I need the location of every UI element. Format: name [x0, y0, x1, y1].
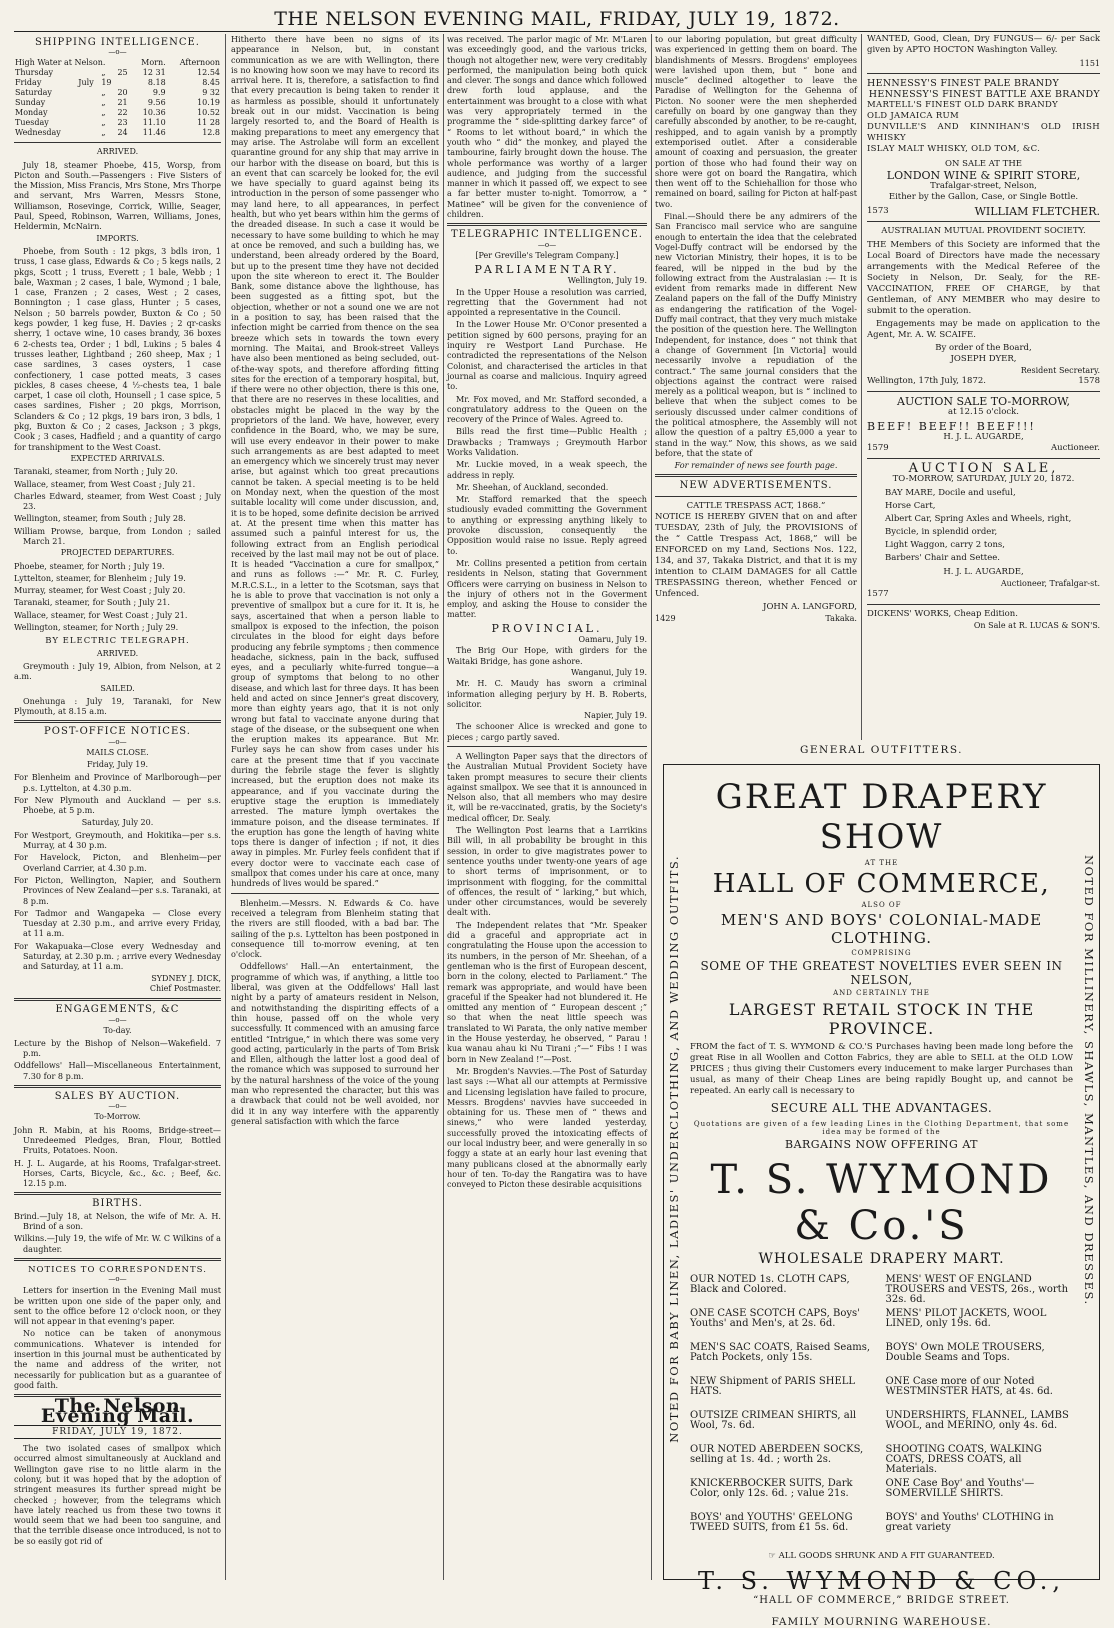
arrived-text: July 18, steamer Phoebe, 415, Worsp, from Picton and South.—Passengers : Five Sisters of the Mission, Miss Francis, Mrs Stone, Mrs Thorpe and servant, Mrs Warren, Messrs Stone, Williamson, Rosevinge, Corrick, Willie, Seager, Paul, Speed, Robinson, Warren, Williams, Jones, Heldermin, McNairn.	[14, 159, 221, 232]
bargain-item	[690, 1377, 878, 1407]
comprising: COMPRISING	[851, 949, 912, 957]
tide-cell	[77, 118, 100, 128]
parliamentary-item: Mr. Sheehan, of Auckland, seconded.	[456, 481, 609, 492]
tide-cell	[77, 108, 100, 118]
imports-heading: IMPORTS.	[96, 233, 139, 243]
engagement-item: Oddfellows' Hall—Miscellaneous Entertainment, 7.30 for 8 p.m.	[14, 1060, 221, 1081]
mail-close-item: For Havelock, Picton, and Blenheim—per Overland Carrier, at 4.30 p.m.	[14, 852, 221, 873]
tide-cell: 9.56	[147, 98, 166, 108]
provincial-heading: PROVINCIAL.	[491, 621, 603, 635]
bargain-grid	[690, 1275, 1073, 1543]
bargain-item	[886, 1411, 1074, 1441]
expected-arrival: Wellington, steamer, from South ; July 28.	[14, 513, 186, 524]
births-heading: BIRTHS.	[92, 1198, 143, 1210]
column-5	[867, 34, 1100, 740]
auction-time: at 12.15 o'clock.	[948, 407, 1019, 417]
bargain-item	[886, 1445, 1074, 1475]
spirit-item: MARTELL'S FINEST OLD DARK BRANDY	[867, 100, 1058, 110]
divider	[14, 142, 221, 143]
divider	[14, 1258, 221, 1261]
bargain-item	[886, 1479, 1074, 1509]
guarantee-text: ALL GOODS SHRUNK AND A FIT GUARANTEED.	[778, 1551, 995, 1561]
auctioneer-name: H. J. L. AUGARDE,	[943, 567, 1024, 577]
tide-cell: 12.54	[197, 68, 220, 78]
ornament-separator: —o—	[537, 240, 557, 249]
post-office-heading: POST-OFFICE NOTICES.	[44, 726, 191, 738]
bargain-text: SHOOTING COATS, WALKING COATS, DRESS COATS, all Materials.	[885, 1444, 1042, 1475]
tel-sailed-text: Onehunga : July 19, Taranaki, for New Plymouth, at 8.15 a.m.	[14, 695, 221, 717]
news-paragraph: The Independent relates that “Mr. Speaker did a graceful and appropriate act in congratulating the House upon the accession to its numbers, in the person of Mr. Sheehan, of a gentleman who is the first of European descent, born in the colony, elected to Parliament.” The remark was appropriate, and would have been graceful if the Speaker had not blundered it. He omitted any mention of “ European descent ;” so that when the neat little speech was translated to Wi Parata, the only native member in the House yesterday, he observed, “ Parau ! kua wanau ahau ki Nu Tirani ;”—“ Fibs ! I was born in New Zealand !”—Post.	[447, 919, 647, 1064]
tide-cell: „	[101, 118, 106, 128]
bargain-text: KNICKERBOCKER SUITS, Dark Color, only 12s. 6d. ; value 21s.	[690, 1478, 853, 1499]
ornament-separator: —o—	[108, 1015, 127, 1024]
auction-item: Light Waggon, carry 2 tons,	[885, 540, 1005, 550]
amp-notice-2: Engagements may be made on application to the Agent, Mr. A. W. SCAIFE.	[867, 319, 1100, 340]
divider	[655, 474, 857, 477]
drapery-advert	[663, 764, 1100, 1628]
engagements-heading: ENGAGEMENTS, &C	[55, 1004, 180, 1016]
auction-heading: AUCTION SALE TO-MORROW,	[897, 395, 1070, 408]
oddfellows-paragraph: Oddfellows' Hall.—An entertainment, the programme of which was, if anything, a little too liberal, was given at the Oddfellows' Hall last night by a party of amateurs resident in Nelson, and notwithstanding the dispiriting effects of a thin house, passed off on the whole very successfully. It commenced with an amusing farce entitled “Intrigue,” in which there was some very good acting, particularly in the parts of Tom Brisk and Ellen, although the latter lost a good deal of the romance which was supposed to surround her by the natural harshness of the voice of the young man who represented the character, but this was a drawback that could not be well avoided, nor did it in any way interfere with the apparently general satisfaction with which the farce	[231, 961, 439, 1126]
tide-cell: 9 32	[202, 88, 220, 98]
drapery-title: GREAT DRAPERY SHOW	[715, 777, 1048, 857]
news-paragraph: The Wellington Post learns that a Larrikins Bill will, in all probability be brought in this session, in order to give magistrates power to sentence youths under twenty-one years of age to short terms of imprisonment, or to imprisonment with flogging, for the committal of offences, the result of “ larking,” but which, under other circumstances, would be severely dealt with.	[447, 825, 647, 918]
auction-item: Barbers' Chair and Settee.	[885, 553, 1000, 563]
bargain-item	[886, 1309, 1074, 1339]
divider	[14, 1192, 221, 1195]
correspondent-notice: Letters for insertion in the Evening Mail must be written upon one side of the paper only, and sent to the office before 12 o'clock noon, or they will not appear in that evening's paper.	[14, 1285, 221, 1327]
tide-cell: 11.46	[142, 128, 166, 138]
tel-sailed-heading: SAILED.	[100, 683, 135, 693]
mail-close-item: For Picton, Wellington, Napier, and Southern Provinces of New Zealand—per s.s. Taranaki, at 8 p.m.	[14, 875, 221, 906]
notices-heading: NOTICES TO CORRESPONDENTS.	[28, 1264, 207, 1275]
tide-cell: Friday	[15, 78, 42, 88]
bargain-item	[690, 1343, 878, 1373]
store-terms: Either by the Gallon, Case, or Single Bottle.	[888, 192, 1079, 202]
tide-cell: Wednesday	[15, 128, 61, 138]
wymond-company: T. S. WYMOND & CO.,	[697, 1567, 1066, 1595]
guarantee-line	[690, 1551, 1073, 1561]
mens-clothing: MEN'S AND BOYS' COLONIAL-MADE CLOTHING.	[720, 911, 1043, 947]
dickens-ad: DICKENS' WORKS, Cheap Edition.	[867, 609, 1018, 619]
spirit-item: ISLAY MALT WHISKY, OLD TOM, &C.	[867, 144, 1041, 154]
parliamentary-item: Mr. Collins presented a petition from certain residents in Nelson, stating that Government Officers were carrying on business in Nelson to the injury of others not in the Goverment employ, and asking the House to consider the matter.	[447, 557, 647, 620]
projected-departure: Phoebe, steamer, for North ; July 19.	[14, 560, 165, 571]
tide-header-row	[14, 58, 221, 68]
auctioneer-name: H. J. L. AUGARDE,	[943, 432, 1024, 442]
auction-sale-heading: AUCTION SALE,	[908, 461, 1059, 476]
parliamentary-list	[447, 287, 647, 620]
tide-row	[14, 88, 221, 98]
cattle-signature: JOHN A. LANGFORD,	[763, 601, 857, 612]
bargain-text: ONE Case Boy' and Youths'— SOMERVILLE SHIRTS.	[885, 1478, 1035, 1499]
postmaster-signature: SYDNEY J. DICK,	[151, 973, 221, 983]
tide-row	[14, 98, 221, 108]
post-friday-list	[14, 772, 221, 815]
parliamentary-item: Mr. Fox moved, and Mr. Stafford seconded, a congratulatory address to the Queen on the recovery of the Prince of Wales. Agreed to.	[447, 393, 647, 425]
saturday-heading: Saturday, July 20.	[81, 817, 154, 827]
tide-cell: 25	[117, 68, 128, 78]
tide-cell	[77, 98, 100, 108]
sales-heading: SALES BY AUCTION.	[54, 1091, 181, 1103]
column-4	[655, 34, 857, 738]
divider	[867, 73, 1100, 74]
auctioneer-role: Auctioneer, Trafalgar-st.	[1000, 579, 1100, 588]
parliamentary-item: Mr. Stafford remarked that the speech studiously evaded committing the Government to anything or expressing anything likely to provoke discussion, consequently the Opposition would raise no issue. Reply agreed to.	[447, 494, 647, 556]
ad-number: 1577	[867, 589, 889, 599]
bargain-item	[690, 1513, 878, 1543]
fletcher-line	[867, 206, 1100, 217]
parliamentary-heading: PARLIAMENTARY.	[474, 262, 620, 276]
at-the: AT THE	[864, 859, 899, 867]
bargain-item	[690, 1275, 878, 1305]
provincial-dateline: Wanganui, July 19.	[571, 667, 647, 677]
divider	[867, 604, 1100, 605]
provincial-text: Mr. H. C. Maudy has sworn a criminal information alleging perjury by H. B. Roberts, solicitor.	[447, 678, 647, 709]
tide-cell: 11 28	[197, 118, 220, 128]
side-text-right: NOTED FOR MILLINERY, SHAWLS, MANTLES, AND DRESSES.	[1082, 855, 1096, 1306]
bargain-text: ONE CASE SCOTCH CAPS, Boys' Youths' and Men's, at 2s. 6d.	[690, 1308, 860, 1329]
parliamentary-item: In the Upper House a resolution was carried, regretting that the Government had not appointed a representative in the Council.	[447, 286, 647, 318]
spirit-item: DUNVILLE'S AND KINNIHAN'S OLD IRISH WHISKY	[867, 122, 1100, 143]
pointing-hand-icon: ☞	[768, 1551, 779, 1561]
tide-cell: „	[101, 98, 106, 108]
tomorrow-heading: To-Morrow.	[94, 1112, 141, 1122]
amp-signature: JOSEPH DYER,	[950, 354, 1017, 364]
auction-items	[867, 488, 1100, 564]
tide-cell: 8.18	[147, 78, 166, 88]
tide-cell: „	[101, 108, 106, 118]
tide-cell: 9.9	[152, 88, 166, 98]
final-paragraph: Final.—Should there be any admirers of the San Francisco mail service who are sanguine enough to entertain the idea that the celebrated Vogel-Duffy contract will be endorsed by the new Victorian Ministry, their hopes, it is to be feared, will be nipped in the bud by the following extract from the Australasian :— It is evident from remarks made in different New Zealand papers on the fall of the Duffy Ministry as endangering the ratification of the Vogel-Duffy mail contract, that they very much mistake the position of the question here. The Wellington Independent, for instance, does “ not think that a change of Government [in Victoria] would necessarily involve a repudiation of the contract.” The same journal considers that the objections against the contract were raised merely as a political weapon, but is “ inclined to believe that when the subject comes to be seriously discussed under calmer conditions of the political atmosphere, the Assembly will not allow the question of a paltry £5,000 a year to stand in the way.” Now, this shows, as we said before, that the state of	[655, 211, 857, 458]
divider	[655, 496, 857, 497]
drapery-body: FROM the fact of T. S. WYMOND & CO.'S Purchases having been made long before the great Rise in all Woollen and Cotton Fabrics, they are able to SELL at the OLD LOW PRICES ; thus giving their Customers every inducement to make larger Purchases than usual, as many of their Cheap Lines are being rapidly Bought up, and cannot be repeated. An early call is necessary to	[690, 1042, 1073, 1096]
tide-cell: 24	[117, 128, 128, 138]
mourning-warehouse: FAMILY MOURNING WAREHOUSE.	[771, 1616, 992, 1628]
tide-cell: 20	[117, 88, 128, 98]
today-heading: To-day.	[103, 1025, 132, 1035]
bargain-text: MEN'S SAC COATS, Raised Seams, Patch Pockets, only 15s.	[690, 1342, 871, 1363]
projected-list	[14, 561, 221, 633]
bargain-text: UNDERSHIRTS, FLANNEL, LAMBS WOOL, and MERINO, only 4s. 6d.	[885, 1410, 1069, 1431]
amp-date: Wellington, 17th July, 1872.	[867, 376, 986, 386]
tide-row	[14, 118, 221, 128]
bargain-text: OUTSIZE CRIMEAN SHIRTS, all Wool, 7s. 6d.	[690, 1410, 857, 1431]
projected-departure: Taranaki, steamer, for South ; July 21.	[14, 597, 170, 608]
tide-cell	[77, 88, 100, 98]
oddfellows-continued: was received. The parlor magic of Mr. M'Laren was exceedingly good, and the various tricks, though not altogether new, were very creditably performed, the manipulation being both quick and clever. The songs and dance which followed drew forth loud applause, and the entertainment was brought to a close with what was very appropriately termed in the programme the “ side-splitting darkey farce” of “ Rooms to let without board,” in which the youth who “ did” the monkey, and played the tambourine, fairly brought down the house. The whole performance was worthy of a larger audience, and judging from the successful manner in which it passed off, we expect to see a far better muster to-night. Tomorrow, a “ Matinee” will be given for the convenience of children.	[447, 34, 647, 220]
bargain-text: BOYS' Own MOLE TROUSERS, Double Seams and Tops.	[885, 1342, 1045, 1363]
cattle-heading: CATTLE TRESPASS ACT, 1868.”	[686, 500, 826, 511]
tide-cell: 21	[117, 98, 128, 108]
bargains-line: BARGAINS NOW OFFERING AT	[784, 1138, 979, 1151]
postmaster-title: Chief Postmaster.	[149, 983, 221, 993]
fletcher-name: WILLIAM FLETCHER.	[974, 205, 1100, 218]
sale-item: John R. Mabin, at his Rooms, Bridge-street—Unredeemed Pledges, Bran, Flour, Bottled Fruits, Potatoes. Noon.	[14, 1124, 221, 1156]
dickens-seller: On Sale at R. LUCAS & SON'S.	[973, 621, 1100, 630]
novelties-line: SOME OF THE GREATEST NOVELTIES EVER SEEN IN NELSON,	[700, 959, 1063, 987]
tide-cell: Thursday	[15, 68, 53, 78]
auction-item: BAY MARE, Docile and useful,	[885, 488, 1016, 498]
column-3	[447, 34, 647, 1580]
expected-arrival: William Prowse, barque, from London ; sailed March 21.	[14, 525, 221, 546]
bargain-text: BOYS' and YOUTHS' GEELONG TWEED SUITS, from £1 5s. 6d.	[690, 1512, 853, 1533]
ad-number: 1573	[867, 206, 889, 216]
tide-cell: 11.10	[142, 118, 166, 128]
editorial-continued: Hitherto there have been no signs of its appearance in Nelson, but, in constant communication as we are with Wellington, there is no knowing how soon we may have to record its arrival here. It is, therefore, a satisfaction to find that every precaution is being taken to render it as harmless as possible, should it unfortunately break out in our midst. Vaccination is being largely resorted to, and the Board of Health is making preparations to meet any emergency that may arise. The Astrolabe will form an excellent quarantine ground for any ship that may arrive in our harbor with the disease on board, but this is an event that can scarcely be looked for, the evil we have specially to guard against being its introduction in the person of some passenger who may land here, to all appearances, in perfect health, but who yet bears within him the germs of the dreaded disease. In such a case it would be necessary to have some building to which he may at once be removed, and such a building has, we understand, been already ordered by the Board, but up to the present time they have not decided upon the site whereon to erect it. The Boulder Bank, some distance above the lighthouse, has been suggested as a fitting spot, but the objection, whether or not a sound one we are not in a position to say, has been raised that the infection might be carried from thence on the sea breeze which sets in towards the town every morning. The Maitai, and Brook-street Valleys have also been mentioned as being secluded, out-of-the-way spots, and therefore affording fitting sites for the erection of a temporary hospital, but, if there were no other objection, there is this one, that there are no reserves in these localities, and obstacles might be placed in the way by the proprietors of the land. We have, however, every confidence in the Board, who, we may be sure, will use every endeavor in their power to make such arrangements as are best adapted to meet an emergency which we sincerely trust may never arise, but against which too great precautions cannot be taken. A special meeting is to be held on Monday next, when the question of the most suitable locality will come under discussion, and, it is to be hoped, some definite decision be arrived at. At the present time when this matter has assumed such a painful interest for us, the following extract from an English periodical received by the last mail may not be out of place. It is headed “Vaccination a cure for smallpox,” and runs as follows :—“ Mr. R. C. Furley, M.R.C.S.L., in a letter to the Scotsman, says that he is able to prove that vaccination is not only a preventive of smallpox but a cure for it. It is, he says, ascertained that when a person liable to smallpox is exposed to the infection, the poison circulates in the blood for eight days before producing any febrile symptoms ; then commence headache, sickness, pain in the back, suffused eyes, and a peculiarly white-furred tongue—a group of symptoms that belong to no other disease, and which last for three days. It has been held and acted on since Jenner's great discovery, more than eighty years ago, that it is not only wrong but fatal to vaccinate anyone during that stage of the disease, or the subsequent one when the eruption makes its appearance. But Mr. Furley says he can show from cases under his care at the present time that if you vaccinate during the febrile stage the fever is slightly increased, but the eruption does not make its appearance, and if you vaccinate during the eruptive stage the eruption is immediately arrested. The mature lymph overtakes the immature poison, and the disease terminates. If the eruption has gone the length of having white tops there is danger of infection ; if not, it dies away in pimples. Mr. Furley feels confident that if every doctor were to vaccinate each case of smallpox that comes under his care at once, many hundreds of lives would be spared.”	[231, 34, 439, 889]
tide-header-cell: Afternoon	[179, 58, 220, 68]
tide-cell: 8.45	[202, 78, 220, 88]
quotations-line: Quotations are given of a few leading Lines in the Clothing Department, that some idea may be formed of the	[693, 1120, 1070, 1136]
amp-notice: THE Members of this Society are informed that the Local Board of Directors have made the necessary arrangements with the Medical Referee of the Society in Nelson, Dr. Sealy, for the RE-VACCINATION, FREE OF CHARGE, by that Gentleman, of ANY MEMBER who may desire to submit to the operation.	[867, 240, 1100, 316]
column-rule	[225, 34, 226, 1580]
column-rule	[861, 34, 862, 740]
tide-row	[14, 108, 221, 118]
divider	[14, 720, 221, 723]
also-of: ALSO OF	[861, 901, 902, 909]
post-saturday-list	[14, 830, 221, 972]
ad-number: 1579	[867, 443, 889, 453]
expected-arrival: Charles Edward, steamer, from West Coast ; July 23.	[14, 490, 221, 512]
imports-text: Phoebe, from South : 12 pkgs, 3 bdls iron, 1 truss, 1 case glass, Edwards & Co ; 5 kegs nails, 2 pkgs, Scott ; 1 truss, Everett ; 1 bale, Webb ; 1 bale, Waxman ; 2 cases, 1 bale, Wymond ; 1 bale, 1 case, Franzen ; 2 cases, West ; 2 cases, Bonnington ; 1 case glass, Hunter ; 5 cases, Nelson ; 50 barrels powder, Buxton & Co ; 50 kegs powder, 1 keg fuse, H. Davies ; 2 qr-casks sherry, 1 octave wine, 10 cases brandy, 36 boxes 6 2-chests tea, Order ; 1 bdl, Lukins ; 5 bales 4 trusses leather, Lightband ; 260 sheep, Max ; 1 case sardines, 3 cases oysters, 1 case confectionery, 1 case potted meats, 3 cases pickles, 8 cases cheese, 4 ½-chests tea, 1 bale carpet, 1 case oil cloth, Hounsell ; 1 case spice, 5 cases sardines, Fisher ; 20 pkgs, Morrison, Sclanders & Co ; 12 pkgs, 19 bars iron, 3 bdls, 1 pkg, Buxton & Co ; 2 cases, Jackson ; 3 pkgs, Cook ; 3 cases, Hadfield ; and a quantity of cargo for transhipment to the West Coast.	[14, 245, 221, 452]
divider	[867, 391, 1100, 392]
hall-of-commerce: HALL OF COMMERCE,	[712, 869, 1051, 899]
navvies-continued: to our laboring population, but great difficulty was experienced in getting them on board. The blandishments of Messrs. Brogdens' employees were lavished upon them, but “ bone and muscle” declined altogether to leave the Paradise of Wellington for the Gehenna of Picton. No sooner were the men shepherded carefully on board by one gangway than they carefully absconded by another, to be re-caught, reshipped, and to again vanish by a promptly extemporised outlet. After a considerable amount of coaxing and persuasion, the greater portion of those who had found their way on shore were got on board the Rangatira, which then went off to the Schiehallion for those who remained on board, sailing for Picton at half-past two.	[655, 34, 857, 209]
projected-departure: Lyttelton, steamer, for Blenheim ; July 19.	[14, 572, 186, 583]
engagement-item: Lecture by the Bishop of Nelson—Wakefield. 7 p.m.	[14, 1037, 221, 1059]
wholesale-line: WHOLESALE DRAPERY MART.	[758, 1251, 1005, 1267]
arrived-heading: ARRIVED.	[96, 147, 139, 157]
on-sale-line: ON SALE AT THE	[945, 159, 1022, 169]
parliamentary-item: Bills read the first time—Public Health ; Drawbacks ; Tramways ; Greymouth Harbor Works Validation.	[447, 426, 647, 457]
outfitters-heading: GENERAL OUTFITTERS.	[799, 744, 964, 756]
auction-item: Albert Car, Spring Axles and Wheels, right,	[885, 514, 1072, 524]
tide-cell: 19	[101, 78, 112, 88]
shipping-heading: SHIPPING INTELLIGENCE.	[35, 37, 200, 48]
tide-cell: Tuesday	[15, 118, 49, 128]
divider	[14, 998, 221, 1001]
ornament-separator: —o—	[108, 737, 127, 746]
column-1	[14, 34, 221, 1580]
ornament-separator: —o—	[108, 1102, 127, 1111]
tide-cell: 10.52	[197, 108, 220, 118]
sales-list	[14, 1125, 221, 1189]
engagements-list	[14, 1038, 221, 1081]
mail-close-item: For Tadmor and Wangapeka — Close every Tuesday at 2.30 p.m., and arrive every Friday, at 11 a.m.	[14, 907, 221, 939]
mail-close-item: For Westport, Greymouth, and Hokitika—per s.s. Murray, at 4 30 p.m.	[14, 829, 221, 851]
editorial-text: The two isolated cases of smallpox which occurred almost simultaneously at Auckland and Wellington gave rise to no little alarm in the colony, but it was hoped that by the adoption of stringent measures its further spread might be checked ; however, from the telegrams which have lately reached us from these two towns it would seem that we had been too sanguine, and that the terrible disease once introduced, is not to be so easily got rid of	[14, 1443, 221, 1546]
largest-stock: LARGEST RETAIL STOCK IN THE PROVINCE.	[728, 1000, 1035, 1038]
births-list	[14, 1211, 221, 1254]
bargain-item	[886, 1275, 1074, 1305]
telegraphic-source: [Per Greville's Telegram Company.]	[475, 250, 619, 260]
divider	[447, 223, 647, 226]
wymond-address: “HALL OF COMMERCE,” BRIDGE STREET.	[753, 1595, 1010, 1606]
column-rule	[651, 34, 652, 1580]
projected-departure: Wallace, steamer, for West Coast ; July 21.	[14, 609, 188, 620]
tide-header-cell: Morn.	[141, 58, 166, 68]
amp-order: By order of the Board,	[935, 343, 1032, 353]
tide-row	[14, 68, 221, 78]
tide-cell	[77, 128, 100, 138]
telegraphic-heading: TELEGRAPHIC INTELLIGENCE.	[451, 229, 643, 241]
spirit-item: HENNESSY'S FINEST PALE BRANDY	[867, 78, 1060, 89]
tide-cell: 23	[117, 118, 128, 128]
certainly-line: AND CERTAINLY THE	[833, 989, 930, 997]
bargain-text: MENS' PILOT JACKETS, WOOL LINED, only 19s. 6d.	[885, 1308, 1047, 1329]
bargain-text: OUR NOTED ABERDEEN SOCKS, selling at 1s. 4d. ; worth 2s.	[690, 1444, 864, 1465]
divider	[867, 458, 1100, 459]
spirit-item: HENNESSY'S FINEST BATTLE AXE BRANDY	[868, 89, 1100, 100]
bargain-text: BOYS' and Youths' CLOTHING in great variety	[885, 1512, 1054, 1533]
correspondent-notice: No notice can be taken of anonymous communications. Whatever is intended for insertion in this journal must be authenticated by the name and address of the writer, not necessarily for publication but as a guarantee of good faith.	[14, 1328, 221, 1390]
tide-cell: July	[78, 78, 94, 88]
projected-departure: Murray, steamer, for West Coast ; July 20.	[14, 585, 186, 596]
provincial-dateline: Oamaru, July 19.	[578, 635, 647, 645]
expected-list	[14, 466, 221, 546]
masthead: THE NELSON EVENING MAIL, FRIDAY, JULY 19, 1872.	[14, 6, 1100, 32]
bargain-text: OUR NOTED 1s. CLOTH CAPS, Black and Colored.	[690, 1274, 850, 1295]
tide-cell: 10.19	[197, 98, 220, 108]
side-text-left: NOTED FOR BABY LINEN, LADIES' UNDERCLOTHING, AND WEDDING OUTFITS.	[667, 855, 681, 1443]
wanted-ad: WANTED, Good, Clean, Dry FUNGUS— 6/- per Sack given by APTO HOCTON Washington Valley.	[867, 34, 1100, 55]
bargain-item	[690, 1411, 878, 1441]
spirits-list	[867, 78, 1100, 155]
beef-ad: BEEF! BEEF!! BEEF!!!	[867, 420, 1036, 433]
tide-cell: Monday	[15, 108, 48, 118]
sale-item: H. J. L. Augarde, at his Rooms, Trafalgar-street. Horses, Carts, Bicycle, &c., &c. ; Beef, &c. 12.15 p.m.	[14, 1157, 221, 1189]
expected-arrival: Wallace, steamer, from West Coast ; July 21.	[14, 478, 196, 489]
bargain-item	[690, 1309, 878, 1339]
spirit-item: OLD JAMAICA RUM	[867, 111, 959, 121]
ornament-separator: —o—	[108, 48, 127, 57]
ad-number: 1578	[1078, 376, 1100, 386]
parliamentary-dateline: Wellington, July 19.	[567, 276, 647, 286]
tel-arrived-heading: ARRIVED.	[96, 648, 139, 658]
projected-heading: PROJECTED DEPARTURES.	[60, 548, 175, 558]
paper-date: FRIDAY, JULY 19, 1872.	[14, 1425, 221, 1439]
tide-cell	[77, 68, 100, 78]
tide-body	[14, 68, 221, 138]
parliamentary-item: In the Lower House Mr. O'Conor presented a petition signed by 600 persons, praying for an inquiry re Westport Land Purchase. He contradicted the representations of the Nelson Colonist, and characterised the articles in that journal as coarse and malicious. Inquiry agreed to.	[447, 319, 647, 392]
auction-item: Horse Cart,	[885, 501, 936, 511]
divider	[231, 893, 439, 894]
mail-close-item: For New Plymouth and Auckland — per s.s. Phoebe, at 5 p.m.	[14, 794, 221, 816]
notices-list	[14, 1285, 221, 1390]
new-ads-heading: NEW ADVERTISEMENTS.	[679, 480, 833, 492]
tide-cell: 12 31	[142, 68, 166, 78]
tide-header-cell: High Water at Nelson.	[15, 58, 106, 68]
bargain-text: NEW Shipment of PARIS SHELL HATS.	[690, 1376, 856, 1397]
expected-heading: EXPECTED ARRIVALS.	[70, 453, 165, 463]
bargain-item	[886, 1343, 1074, 1373]
tide-row	[14, 78, 221, 88]
provincial-dateline: Napier, July 19.	[584, 711, 647, 721]
ornament-separator: —o—	[108, 1275, 127, 1284]
tel-arrived-text: Greymouth : July 19, Albion, from Nelson, at 2 a.m.	[14, 660, 221, 682]
parliamentary-item: Mr. Luckie moved, in a weak speech, the address in reply.	[447, 459, 647, 480]
tide-row	[14, 128, 221, 138]
divider	[447, 746, 647, 747]
bargain-item	[886, 1377, 1074, 1407]
bargain-text: MENS' WEST OF ENGLAND TROUSERS and VESTS, 26s., worth 32s. 6d.	[885, 1274, 1069, 1305]
amp-footer	[867, 376, 1100, 387]
cattle-footer	[655, 613, 857, 623]
secure-advantages: SECURE ALL THE ADVANTAGES.	[770, 1101, 993, 1115]
bargain-item	[690, 1479, 878, 1509]
bargain-item	[886, 1513, 1074, 1543]
birth-notice: Brind.—July 18, at Nelson, the wife of Mr. A. H. Brind of a son.	[14, 1210, 221, 1232]
blenheim-paragraph: Blenheim.—Messrs. N. Edwards & Co. have received a telegram from Blenheim stating that the rivers are still flooded, with a bad bar. The sailing of the p.s. Lyttelton has been postponed in consequence till to-morrow evening, at ten o'clock.	[231, 897, 439, 960]
tide-cell: 22	[117, 108, 128, 118]
auctioneer-role: Auctioneer.	[1051, 443, 1100, 453]
ad-number: 1151	[1079, 59, 1100, 68]
auctioneer-footer	[867, 443, 1100, 454]
mails-close-heading: MAILS CLOSE.	[86, 747, 149, 757]
column-rule	[443, 34, 444, 1580]
news-paragraph: A Wellington Paper says that the directors of the Australian Mutual Provident Society have taken prompt measures to secure their clients against smallpox. We see that it is announced in Nelson also, that all members who may desire it, will be re-vaccinated, gratis, by the Society's medical officer, Dr. Sealy.	[447, 751, 647, 823]
column-2	[231, 34, 439, 1580]
auction-item: Bycicle, in splendid order,	[885, 527, 998, 537]
expected-arrival: Taranaki, steamer, from North ; July 20.	[14, 466, 178, 477]
mail-close-item: For Blenheim and Province of Marlborough—per p.s. Lyttelton, at 4.30 p.m.	[14, 772, 221, 793]
tide-cell: „	[101, 68, 106, 78]
cattle-notice: NOTICE IS HEREBY GIVEN that on and after TUESDAY, 23th of July, the PROVISIONS of the “ Cattle Trespass Act, 1868,” will be ENFORCED on my Land, Sections Nos. 122, 134, and 37, Takaka District, and that it is my intention to CLAIM DAMAGES for all Cattle TRESPASSING thereon, whether Fenced or Unfenced.	[655, 511, 857, 599]
cattle-place: Takaka.	[825, 612, 857, 623]
bargain-item	[690, 1445, 878, 1475]
tide-cell: 10.36	[142, 108, 166, 118]
tide-cell: Sunday	[15, 98, 46, 108]
remainder-note: For remainder of news see fourth page.	[674, 460, 838, 471]
tide-cell: 12.8	[202, 128, 220, 138]
tide-cell: Saturday	[15, 88, 52, 98]
divider	[867, 221, 1100, 222]
store-address: Trafalgar-street, Nelson,	[930, 181, 1037, 191]
auction-sale-date: TO-MORROW, SATURDAY, JULY 20, 1872.	[892, 474, 1075, 484]
amp-title: Resident Secretary.	[1020, 366, 1100, 375]
london-store: LONDON WINE & SPIRIT STORE,	[886, 169, 1081, 182]
tide-cell	[116, 78, 132, 88]
tide-table	[14, 58, 221, 138]
projected-departure: Wellington, steamer, for North ; July 29.	[14, 622, 179, 633]
friday-heading: Friday, July 19.	[86, 760, 149, 770]
tide-cell: „	[101, 128, 106, 138]
provincial-text: The schooner Alice is wrecked and gone to pieces ; cargo partly saved.	[447, 721, 647, 742]
paper-title: The Nelson Evening Mail.	[40, 1395, 195, 1428]
divider	[14, 1085, 221, 1088]
wymond-name: T. S. WYMOND & Co.'S	[710, 1157, 1053, 1249]
drapery-advert-body	[690, 765, 1073, 1628]
mail-close-item: For Wakapuaka—Close every Wednesday and Saturday, at 2.30 p.m. ; arrive every Wednesday and Saturday, at 11 a.m.	[14, 940, 221, 972]
tide-cell: „	[101, 88, 106, 98]
news-paragraph: Mr. Brogden's Navvies.—The Post of Saturday last says :—What all our attempts at Permissive and Licensing legislation have failed to procure, Messrs. Brogdens' navvies have succeeded in obtaining for us. These men of “ thews and sinews,” who were landed yesterday, successfully proved the intoxicating effects of our local industry beer, and were generally in so foggy a state at an early hour last evening that many publicans closed at the abnormally early hour of ten. To-day the Rangatira was to have conveyed to Picton these desirable acquisitions	[447, 1065, 647, 1190]
provincial-text: The Brig Our Hope, with girders for the Waitaki Bridge, has gone ashore.	[447, 645, 647, 666]
bargain-text: ONE Case more of our Noted WESTMINSTER HATS, at 4s. 6d.	[885, 1376, 1053, 1397]
birth-notice: Wilkins.—July 19, the wife of Mr. W. C Wilkins of a daughter.	[14, 1233, 221, 1254]
telegraph-heading: BY ELECTRIC TELEGRAPH.	[45, 636, 190, 647]
ad-number: 1429	[655, 612, 676, 623]
amp-heading: AUSTRALIAN MUTUAL PROVIDENT SOCIETY.	[881, 226, 1086, 236]
